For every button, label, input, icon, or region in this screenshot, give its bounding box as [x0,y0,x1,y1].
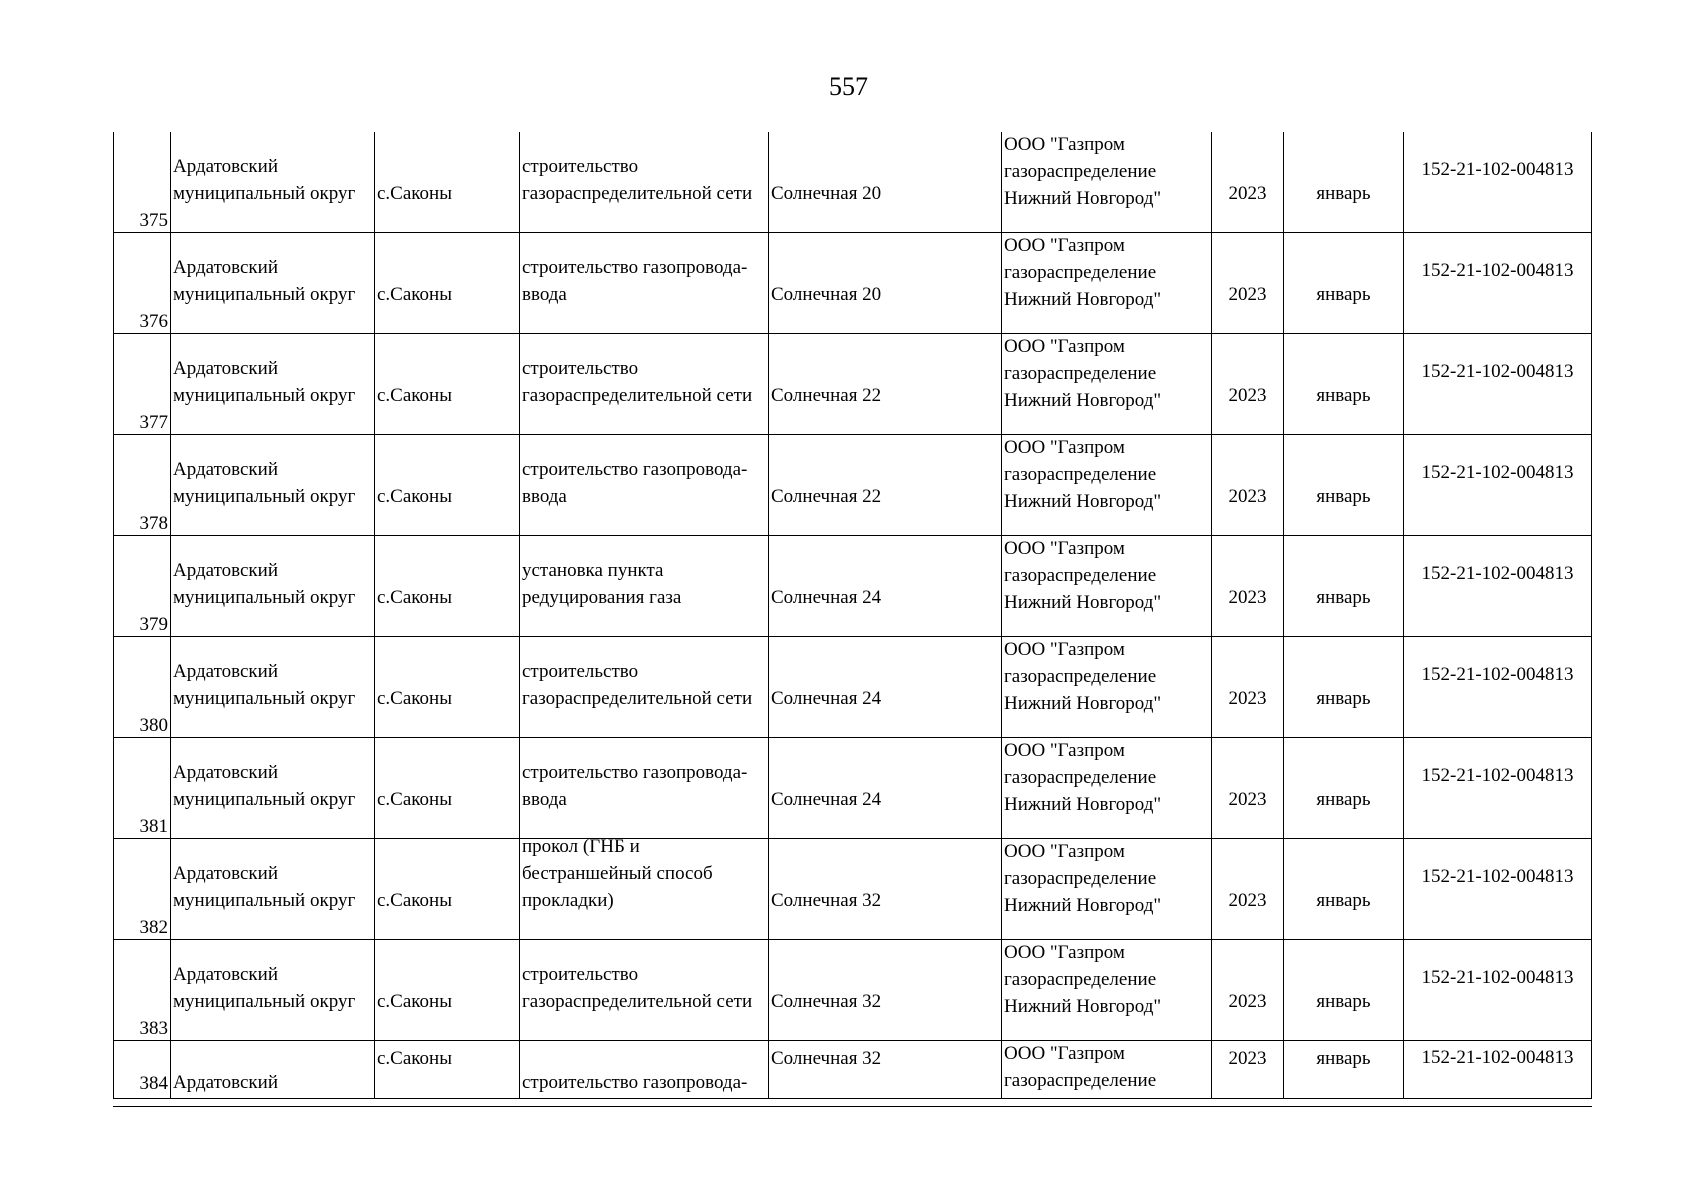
cell-village [375,940,520,1041]
cell-district [171,738,375,839]
cell-year [1212,1041,1284,1099]
row-number: 381 [139,816,168,837]
month-line: январь [1316,688,1371,709]
cell-village [375,536,520,637]
month-text [1286,382,1401,409]
organization-line: Нижний Новгород" [1004,592,1162,613]
organization-text [1004,536,1209,617]
cell-village [375,738,520,839]
address-text [771,382,999,409]
organization-line: Нижний Новгород" [1004,996,1162,1017]
cell-month [1284,1041,1404,1099]
work-line: строительство [522,661,639,682]
work-text [522,456,766,510]
cell-number [114,839,171,940]
cell-district [171,1041,375,1099]
cell-work [520,334,769,435]
work-line: строительство [522,156,639,177]
organization-text [1004,738,1209,819]
organization-text [1004,1041,1209,1095]
work-line: газораспределительной сети [522,385,753,406]
month-line: январь [1316,789,1371,810]
organization-line: ООО "Газпром [1004,235,1125,256]
cell-address [769,334,1002,435]
organization-line: ООО "Газпром [1004,841,1125,862]
work-text [522,961,766,1015]
district-line: муниципальный округ [173,991,356,1012]
organization-line: газораспределение [1004,1070,1157,1091]
month-text: январь [1316,1048,1371,1069]
work-line: ввода [522,486,567,507]
cell-work [520,233,769,334]
cell-registry-id [1404,637,1592,738]
cell-village [375,132,520,233]
village-line: с.Саконы [377,688,452,709]
year-text [1214,483,1281,510]
year-line: 2023 [1228,284,1267,305]
year-line: 2023 [1228,688,1267,709]
month-line: январь [1316,991,1371,1012]
organization-text [1004,132,1209,212]
table-row [114,334,1592,435]
cell-month [1284,233,1404,334]
table-row [114,738,1592,839]
month-text [1286,786,1401,813]
district-text [173,961,372,1015]
work-line: ввода [522,284,567,305]
cell-address [769,738,1002,839]
organization-line: ООО "Газпром [1004,1043,1125,1064]
work-line: газораспределительной сети [522,688,753,709]
address-line: Солнечная 24 [771,789,882,810]
month-line: январь [1316,486,1371,507]
organization-line: ООО "Газпром [1004,437,1125,458]
address-text [771,786,999,813]
cell-work [520,839,769,940]
month-line: январь [1316,183,1371,204]
cell-district [171,940,375,1041]
cell-number [114,132,171,233]
organization-line: ООО "Газпром [1004,942,1125,963]
table-row [114,435,1592,536]
year-text [1214,281,1281,308]
cell-year [1212,637,1284,738]
organization-line: ООО "Газпром [1004,134,1125,155]
cell-address [769,1041,1002,1099]
organization-text [1004,637,1209,718]
address-text [771,180,999,207]
organization-line: Нижний Новгород" [1004,693,1162,714]
month-line: январь [1316,587,1371,608]
organization-text [1004,839,1209,920]
row-number: 384 [139,1073,168,1094]
year-text [1214,988,1281,1015]
cell-work [520,536,769,637]
cell-district [171,536,375,637]
address-line: Солнечная 20 [771,284,882,305]
organization-line: Нижний Новгород" [1004,289,1162,310]
year-text [1214,786,1281,813]
district-line: Ардатовский [173,661,278,682]
row-number: 377 [139,412,168,433]
work-line: редуцирования газа [522,587,682,608]
cell-year [1212,435,1284,536]
cell-district [171,839,375,940]
registry-id: 152-21-102-004813 [1421,765,1574,786]
organization-text [1004,435,1209,516]
cell-registry-id [1404,435,1592,536]
cell-number [114,1041,171,1099]
table-row [114,637,1592,738]
address-line: Солнечная 20 [771,183,882,204]
address-text [771,887,999,914]
cell-organization [1002,536,1212,637]
year-text [1214,685,1281,712]
village-text: с.Саконы [377,1048,452,1069]
year-text [1214,382,1281,409]
cell-year [1212,536,1284,637]
cell-registry-id [1404,233,1592,334]
organization-line: ООО "Газпром [1004,740,1125,761]
cell-work [520,435,769,536]
registry-id: 152-21-102-004813 [1421,967,1574,988]
cell-organization [1002,233,1212,334]
district-line: Ардатовский [173,964,278,985]
organization-line: газораспределение [1004,868,1157,889]
registry-id: 152-21-102-004813 [1421,563,1574,584]
work-line: строительство газопровода- [522,762,748,783]
month-text [1286,180,1401,207]
organization-line: ООО "Газпром [1004,538,1125,559]
work-text [522,557,766,611]
address-text [771,685,999,712]
table-row [114,839,1592,940]
village-line: с.Саконы [377,385,452,406]
year-line: 2023 [1228,890,1267,911]
year-text [1214,584,1281,611]
organization-line: газораспределение [1004,666,1157,687]
cell-work [520,637,769,738]
district-line: Ардатовский [173,358,278,379]
district-line: муниципальный округ [173,183,356,204]
organization-line: газораспределение [1004,262,1157,283]
village-text [377,887,517,914]
organization-line: газораспределение [1004,464,1157,485]
cell-work [520,1041,769,1099]
district-text [173,153,372,207]
village-text [377,786,517,813]
village-text [377,281,517,308]
address-line: Солнечная 22 [771,385,882,406]
village-line: с.Саконы [377,991,452,1012]
cell-village [375,637,520,738]
table-row [114,536,1592,637]
cell-month [1284,637,1404,738]
row-number: 379 [139,614,168,635]
cell-registry-id [1404,1041,1592,1099]
cell-district [171,637,375,738]
district-line: муниципальный округ [173,284,356,305]
organization-text [1004,233,1209,314]
data-table [113,132,1592,1099]
cell-organization [1002,1041,1212,1099]
address-text: Солнечная 32 [771,1048,882,1069]
district-text [173,759,372,813]
district-line: муниципальный округ [173,587,356,608]
cell-address [769,940,1002,1041]
table-row-partial [114,1041,1592,1099]
district-line: Ардатовский [173,459,278,480]
month-text [1286,584,1401,611]
village-text [377,180,517,207]
district-line: муниципальный округ [173,385,356,406]
cell-address [769,839,1002,940]
cell-year [1212,839,1284,940]
cell-address [769,132,1002,233]
year-line: 2023 [1228,991,1267,1012]
organization-line: Нижний Новгород" [1004,188,1162,209]
district-line: муниципальный округ [173,688,356,709]
district-text [173,658,372,712]
cell-work [520,132,769,233]
cell-year [1212,940,1284,1041]
village-line: с.Саконы [377,284,452,305]
village-line: с.Саконы [377,486,452,507]
work-line: строительство [522,964,639,985]
cell-district [171,435,375,536]
registry-id: 152-21-102-004813 [1421,260,1574,281]
row-number: 380 [139,715,168,736]
cell-registry-id [1404,738,1592,839]
year-line: 2023 [1228,385,1267,406]
work-line: прокол (ГНБ и [522,838,640,857]
cell-registry-id [1404,132,1592,233]
address-line: Солнечная 32 [771,890,882,911]
district-text: Ардатовский [173,1072,278,1093]
work-text: строительство газопровода- [522,1072,748,1093]
district-line: Ардатовский [173,257,278,278]
cell-district [171,132,375,233]
village-line: с.Саконы [377,789,452,810]
organization-line: газораспределение [1004,969,1157,990]
month-line: январь [1316,385,1371,406]
work-text [522,839,766,915]
registry-id: 152-21-102-004813 [1421,462,1574,483]
work-line: установка пункта [522,560,664,581]
work-line: строительство [522,358,639,379]
cell-work [520,940,769,1041]
year-line: 2023 [1228,587,1267,608]
cell-number [114,940,171,1041]
work-line: газораспределительной сети [522,183,753,204]
address-line: Солнечная 24 [771,688,882,709]
cell-address [769,435,1002,536]
village-line: с.Саконы [377,890,452,911]
cell-organization [1002,940,1212,1041]
cell-number [114,536,171,637]
organization-line: газораспределение [1004,565,1157,586]
organization-line: Нижний Новгород" [1004,794,1162,815]
year-text [1214,180,1281,207]
organization-line: ООО "Газпром [1004,336,1125,357]
month-text [1286,281,1401,308]
district-text [173,557,372,611]
organization-line: Нижний Новгород" [1004,895,1162,916]
month-line: январь [1316,890,1371,911]
cell-number [114,233,171,334]
table-body [114,132,1592,1099]
row-number: 376 [139,311,168,332]
row-number: 382 [139,917,168,938]
work-text [522,658,766,712]
cell-year [1212,233,1284,334]
district-text [173,456,372,510]
work-text [522,254,766,308]
cell-organization [1002,132,1212,233]
cell-month [1284,132,1404,233]
organization-line: Нижний Новгород" [1004,491,1162,512]
row-number: 378 [139,513,168,534]
cell-village [375,233,520,334]
cell-month [1284,435,1404,536]
cell-month [1284,940,1404,1041]
month-text [1286,483,1401,510]
year-text [1214,887,1281,914]
village-text [377,382,517,409]
cell-village [375,839,520,940]
cell-number [114,637,171,738]
cell-registry-id [1404,334,1592,435]
address-text [771,988,999,1015]
month-text [1286,685,1401,712]
address-line: Солнечная 32 [771,991,882,1012]
village-text [377,685,517,712]
district-text [173,860,372,914]
cell-month [1284,334,1404,435]
organization-line: газораспределение [1004,161,1157,182]
work-text [522,153,766,207]
village-line: с.Саконы [377,587,452,608]
cell-organization [1002,334,1212,435]
cell-organization [1002,637,1212,738]
work-line: прокладки) [522,890,614,911]
address-text [771,483,999,510]
registry-id: 152-21-102-004813 [1421,361,1574,382]
cell-registry-id [1404,839,1592,940]
cell-month [1284,738,1404,839]
organization-line: Нижний Новгород" [1004,390,1162,411]
month-text [1286,887,1401,914]
month-line: январь [1316,284,1371,305]
cell-organization [1002,435,1212,536]
village-text [377,483,517,510]
cell-work [520,738,769,839]
registry-id: 152-21-102-004813 [1421,1047,1574,1068]
work-text [522,759,766,813]
month-text [1286,988,1401,1015]
district-line: муниципальный округ [173,486,356,507]
cell-year [1212,738,1284,839]
address-line: Солнечная 22 [771,486,882,507]
page-number: 557 [829,72,868,101]
registry-id: 152-21-102-004813 [1421,866,1574,887]
registry-id: 152-21-102-004813 [1421,664,1574,685]
work-line: газораспределительной сети [522,991,753,1012]
work-line: ввода [522,789,567,810]
cell-village [375,1041,520,1099]
cell-month [1284,839,1404,940]
work-text [522,355,766,409]
organization-text [1004,334,1209,415]
table-row [114,940,1592,1041]
cell-registry-id [1404,536,1592,637]
work-line: строительство газопровода- [522,257,748,278]
district-line: муниципальный округ [173,890,356,911]
village-line: с.Саконы [377,183,452,204]
organization-line: газораспределение [1004,767,1157,788]
work-line: строительство газопровода- [522,459,748,480]
village-text [377,988,517,1015]
address-line: Солнечная 24 [771,587,882,608]
cell-district [171,334,375,435]
cell-address [769,233,1002,334]
cell-organization [1002,738,1212,839]
year-line: 2023 [1228,486,1267,507]
district-text [173,355,372,409]
table-row [114,233,1592,334]
registry-id: 152-21-102-004813 [1421,159,1574,180]
address-text [771,281,999,308]
cell-address [769,536,1002,637]
cell-number [114,435,171,536]
work-line: бестраншейный способ [522,863,713,884]
year-line: 2023 [1228,789,1267,810]
year-text: 2023 [1228,1048,1267,1069]
cell-number [114,334,171,435]
district-line: Ардатовский [173,762,278,783]
cell-address [769,637,1002,738]
cell-month [1284,536,1404,637]
row-number: 375 [139,210,168,231]
year-line: 2023 [1228,183,1267,204]
cell-village [375,334,520,435]
district-line: Ардатовский [173,156,278,177]
organization-line: газораспределение [1004,363,1157,384]
district-text [173,254,372,308]
organization-line: ООО "Газпром [1004,639,1125,660]
district-line: муниципальный округ [173,789,356,810]
row-number: 383 [139,1018,168,1039]
cell-year [1212,334,1284,435]
district-line: Ардатовский [173,560,278,581]
cell-organization [1002,839,1212,940]
cell-village [375,435,520,536]
table-row [114,132,1592,233]
cell-year [1212,132,1284,233]
cell-number [114,738,171,839]
address-text [771,584,999,611]
cell-district [171,233,375,334]
data-table-wrapper [113,132,1592,1107]
district-line: Ардатовский [173,863,278,884]
village-text [377,584,517,611]
cell-registry-id [1404,940,1592,1041]
organization-text [1004,940,1209,1021]
